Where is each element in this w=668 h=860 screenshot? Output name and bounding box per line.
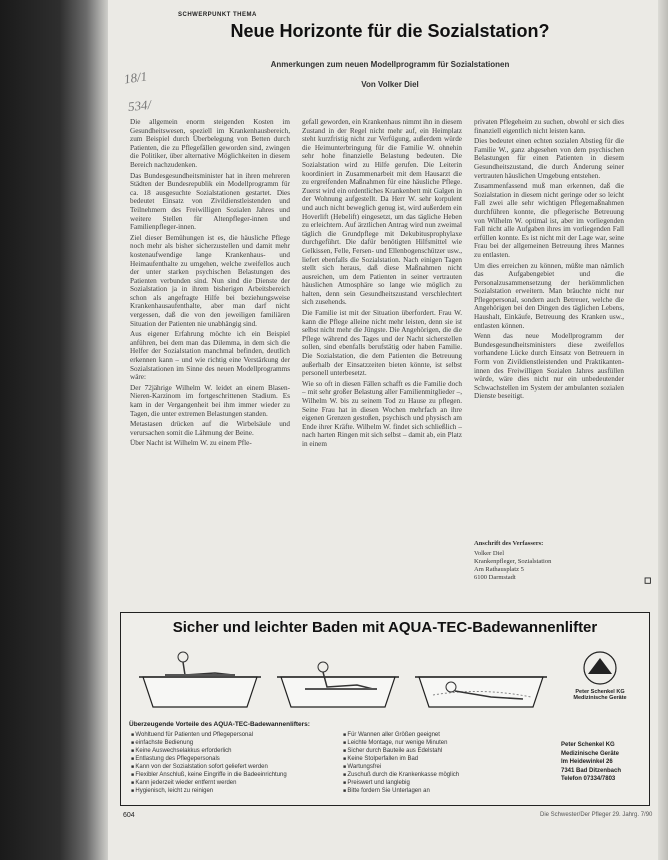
page-edge [658,0,668,860]
list-item: ■ Wohltuend für Patienten und Pflegepersonal [131,731,341,739]
handwritten-note: 18/1 [122,68,148,87]
list-item: ■ Sicher durch Bauteile aus Edelstahl [343,747,553,755]
list-item: ■ Bitte fordern Sie Unterlagen an [343,787,553,795]
article-column-3 [474,118,624,403]
paragraph: Um dies erreichen zu können, müßte man nämlich das Aufgabengebiet und die Personalzusammensetzung der herkömmlichen Sozialstation erweitern. Man bräuchte nicht nur Pflegepersonal, sondern auch Betreuer, welche die Angehörigen bei den Dingen des täglichen Lebens, Haushalt, Einkäufe, Betreuung des Kranken usw., entlasten können. [474,261,624,330]
paragraph: Das Bundesgesundheitsminister hat in ihren mehreren Städten der Bundesrepublik ein Modellprogramm für ca. 18 ausgesuchte Sozialstationen gestartet. Dies bedeutet Einsatz von Zivildienstleistenden und Teilnehmern des Freiwilligen Sozialen Jahres und weitere Stellen für Altenpfleger-innen und Familienpfleger-innen. [130,171,290,232]
end-of-article-mark: ◻ [644,575,652,585]
paragraph: privaten Pflegeheim zu suchen, obwohl er sich dies finanziell eigentlich nicht leisten kann. [474,118,624,135]
page-number: 604 [123,812,135,819]
paragraph: Wie so oft in diesen Fällen schafft es die Familie doch – mit sehr großer Belastung aller Familienmitglieder –, Wilhelm W. bis zu seinem Tod zu Hause zu pflegen. Seine Frau hat in diesen Wochen mehrfach an ihre eigenen Grenzen gestoßen, psychisch und physisch am Ende ihrer Kräfte. Wilhelm W. findet sich schließlich – nach harten Ringen mit sich selbst – damit ab, ein Platz in einem [302,379,462,448]
paragraph: Der 72jährige Wilhelm W. leidet an einem Blasen-Nieren-Karzinom im fortgeschrittenen Stadium. Es kam in der Vergangenheit bei ihm immer wieder zu Tagen, die unter extremen Belastungen standen. [130,383,290,418]
brand-logo-mark [561,649,639,687]
list-item: ■ Preiswert und langlebig [343,779,553,787]
book-spine-shadow [0,0,108,860]
list-item: ■ Keine Auswechselakkus erforderlich [131,747,341,755]
list-item: ■ einfachste Bedienung [131,739,341,747]
paragraph: Dies bedeutet einen echten sozialen Abstieg für die Familie W., ganz abgesehen von dem psychischen Belastungen für einen Patienten in diesem Gesundheitszustand, die durch Änderung seiner vertrauten häuslichen Umgebung entstehen. [474,137,624,180]
list-item: ■ Kann jederzeit wieder entfernt werden [131,779,341,787]
address-line: Peter Schenkel KG [561,742,615,748]
ad-benefits-heading: Überzeugende Vorteile des AQUA-TEC-Badewannenlifters: [129,721,310,728]
bathtub-lift-illustration [273,647,403,715]
ad-company-address [561,741,645,784]
address-line: Im Heidewinkel 26 [561,759,613,765]
brand-logo [561,649,639,707]
article-column-1 [130,118,290,450]
handwritten-note: 534/ [127,96,152,115]
list-item: ■ Flexibler Anschluß, keine Eingriffe in die Badeeinrichtung [131,771,341,779]
publication-footer: Die Schwester/Der Pfleger 29. Jahrg. 7/90 [540,812,653,818]
list-item: ■ Für Wannen aller Größen geeignet [343,731,553,739]
ad-headline: Sicher und leichter Baden mit AQUA-TEC-Badewannenlifter [172,619,598,636]
author-address [474,540,624,582]
paragraph: Die allgemein enorm steigenden Kosten im Gesundheitswesen, speziell im Krankenhausbereich, zum Beispiel durch Überbelegung von Betten durch Patienten, die zu Pflegefällen geworden sind, zwingen die Politiker, über alternative Möglichkeiten in diesem Bereich nachzudenken. [130,118,290,169]
paragraph: Ziel dieser Bemühungen ist es, die häusliche Pflege noch mehr als bisher sicherzustellen und damit mehr kostenaufwendige lange Krankenhaus- und Heimaufenthalte zu umgehen, welche zweifellos auch der unter starken psychischen Belastungen des Patienten verbunden sind. Nun sind die Dienste der Sozialstation ja in ihrem bisherigen Arbeitsbereich schon als angefragte Hilfe bei beziehungsweise Krankenhausaufenthalte, aber man darf nicht vergessen, daß die von den jeweiligen familiären Situation der Patienten nie unabhängig sind. [130,233,290,328]
bathtub-lift-illustration [411,647,551,715]
paragraph: Die Familie ist mit der Situation überfordert. Frau W. kann die Pflege alleine nicht mehr leisten, denn sie ist selbst nicht mehr die Jüngste. Die Angehörigen, die die Pflege während des Tages und der Nacht sicherstellen sollen, sind ebenfalls berufstätig oder haben Familie. Die Sozialstation, die dem Patienten die Betreuung außerhalb der Einsatzzeiten bieten könnte, ist selbst personell unterbesetzt. [302,309,462,378]
author-address-line: 6100 Darmstadt [474,574,516,581]
address-line: 7341 Bad Ditzenbach [561,767,622,774]
list-item: ■ Zuschuß durch die Krankenkasse möglich [343,771,553,779]
paragraph: Wenn das neue Modellprogramm der Bundesgesundheitsministers diese zweifellos vorhandene Lücke durch Einsatz von Betreuern in Form von Zivildienstleistenden und Praktikanten-innen des Freiwilligen Sozialen Jahres ausfüllen würde, wäre dies nicht nur ein unbedeutender Schwachstellen im System der ambulanten sozialen Dienste beseitigt. [474,332,624,401]
paragraph: Zusammenfassend muß man erkennen, daß die Sozialstation in diesem nicht geringe oder so leicht Fall zwei alle sehr wichtigen Pflegemaßnahmen durchführen konnte, die pflegerische Betreuung von Wilhelm W. optimal ist, aber im vorliegenden Fall nicht alle Aufgaben ihres im vorliegenden Fall erfüllen konnte. Es ist nicht mit der Lage war, seine Frau bei der allgemeinen Betreuung ihres Mannes zu entlasten. [474,182,624,259]
article-subtitle: Anmerkungen zum neuen Modellprogramm für Sozialstationen [270,60,510,69]
advertisement [120,612,650,806]
author-address-line: Krankenpfleger, Sozialstation [474,558,552,565]
paragraph: Über Nacht ist Wilhelm W. zu einem Pfle- [130,439,252,448]
bathtub-lift-illustration [135,647,265,715]
author-address-line: Am Rathausplatz 5 [474,566,524,573]
paragraph: Aus eigener Erfahrung möchte ich ein Beispiel anführen, bei dem man das Dilemma, in dem sich die Helfer der Sozialstation manchmal befinden, deutlich erkennen kann – und wie richtig eine Verstärkung der Sozialstationen im Sinne des neuen Modellprogramms wäre: [130,330,290,382]
ad-benefits-list-right [343,731,553,795]
ad-benefits-list-left [131,731,341,795]
author-address-line: Volker Diel [474,550,505,557]
list-item: ■ Hygienisch, leicht zu reinigen [131,787,341,795]
brand-tagline: Medizinische Geräte [573,695,627,701]
article-byline: Von Volker Diel [361,80,419,89]
author-address-heading: Anschrift des Verfassers: [474,540,544,547]
list-item: ■ Entlastung des Pflegepersonals [131,755,341,763]
article-column-2 [302,118,462,451]
article-title: Neue Horizonte für die Sozialstation? [230,21,550,41]
address-line: Medizinische Geräte [561,750,620,757]
section-kicker: SCHWERPUNKT THEMA [178,12,257,18]
list-item: ■ Leichte Montage, nur wenige Minuten [343,739,553,747]
list-item: ■ Wartungsfrei [343,763,553,771]
brand-name: Peter Schenkel KG [575,689,625,695]
list-item: ■ Kann von der Sozialstation sofort geliefert werden [131,763,341,771]
list-item: ■ Keine Stolperfallen im Bad [343,755,553,763]
paragraph: Metastasen drücken auf die Wirbelsäule und verursachen somit die Lähmung der Beine. [130,420,290,437]
address-phone: Telefon 07334/7803 [561,776,616,782]
paragraph: gefall geworden, ein Krankenhaus nimmt ihn in diesem Zustand in der Regel nicht mehr auf, ein Heimplatz steht kurzfristig nicht zur Verfügung, außerdem würde die Heimunterbringung für die Familie W. ohnehin sehr hohe finanzielle Belastung bedeuten. Die Sozialstation wird zu Hilfe gerufen. Die Leiterin koordiniert in Zusammenarbeit mit dem Hausarzt die zu ergreifenden Maßnahmen für eine häusliche Pflege. Zuerst wird ein ordentliches Krankenbett mit Galgen in der Wohnung aufgestellt. Da Herr W. sehr korpulent und auch nicht beweglich genug ist, wird außerdem ein Hoverlift (Hebelift) eingesetzt, um das tägliche Heben zu erleichtern. Auf ärztlichen Antrag wird nun zweimal täglich die Grundpflege mit Dekubitusprophylaxe durchgeführt. Die dafür benötigten Hilfsmittel wie Gelkissen, Felle, Fersen- und Ellenbogenschützer usw., liefert ebenfalls die Sozialstation. Nach einigen Tagen stellt sich heraus, daß diese Maßnahmen nicht ausreichen, um dem Patienten in seiner vertrauten häuslichen Atmosphäre so lange wie möglich zu halten, denn sein Gesundheitszustand verschlechtert sich zusehends. [302,118,462,307]
